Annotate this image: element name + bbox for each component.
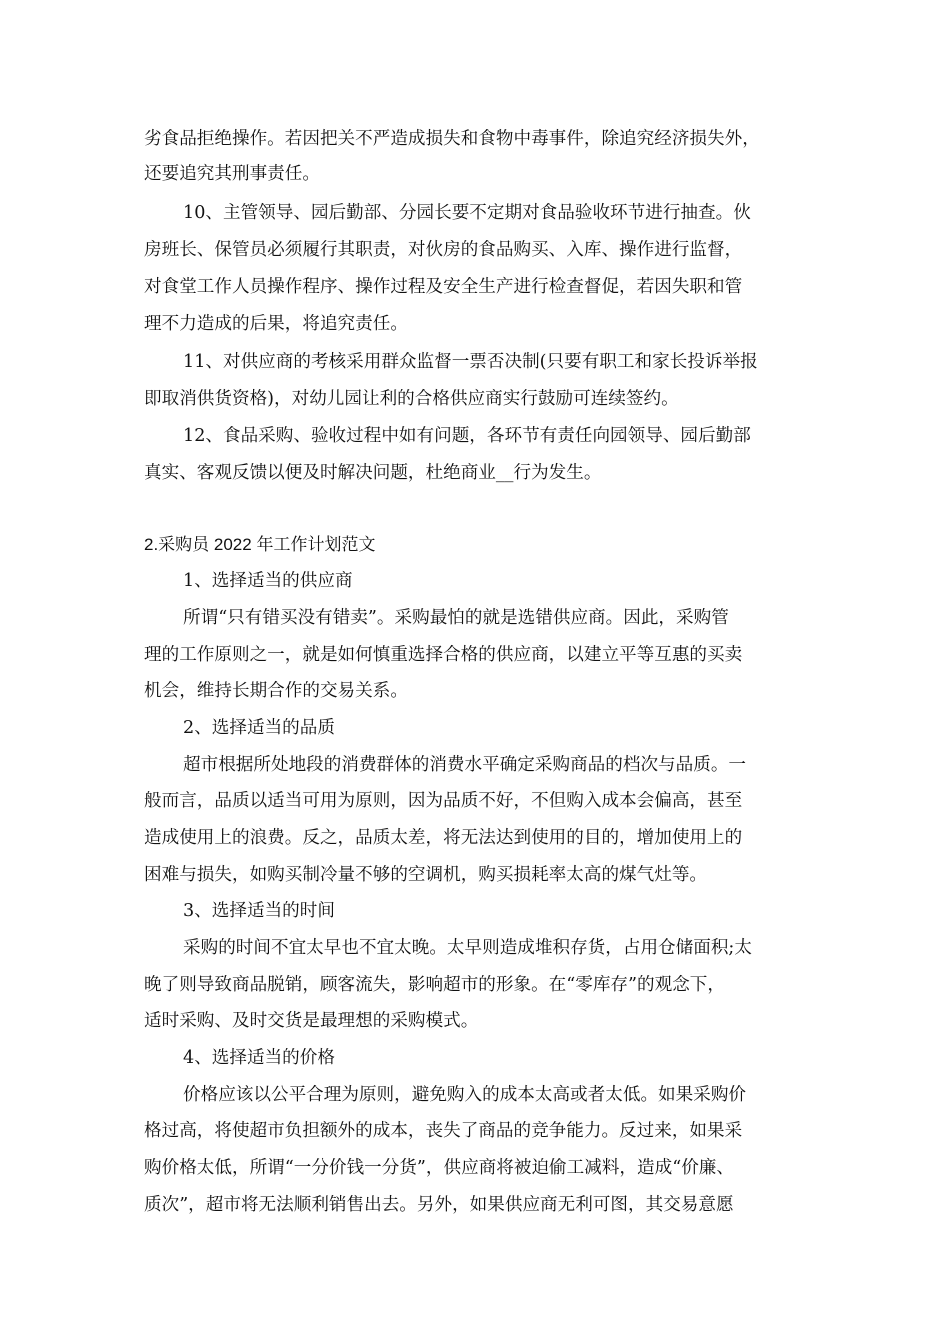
text-line: 购价格太低，所谓“一分价钱一分货”，供应商将被迫偷工减料，造成“价廉、: [144, 1158, 734, 1178]
text-line: 理不力造成的后果，将追究责任。: [144, 314, 408, 334]
text-line: 困难与损失，如购买制冷量不够的空调机，购买损耗率太高的煤气灶等。: [144, 865, 708, 885]
item-title: 2、选择适当的品质: [183, 718, 335, 738]
text-line: 所谓“只有错买没有错卖”。采购最怕的就是选错供应商。因此，采购管: [183, 608, 729, 628]
text-line: 10、主管领导、园后勤部、分园长要不定期对食品验收环节进行抽查。伙: [183, 203, 751, 223]
text-line: 机会，维持长期合作的交易关系。: [144, 681, 408, 701]
text-line: 质次”，超市将无法顺利销售出去。另外，如果供应商无利可图，其交易意愿: [144, 1195, 734, 1215]
text-line: 造成使用上的浪费。反之，品质太差，将无法达到使用的目的，增加使用上的: [144, 828, 743, 848]
text-line: 晚了则导致商品脱销，顾客流失，影响超市的形象。在“零库存”的观念下，: [144, 975, 725, 995]
text-line: 格过高，将使超市负担额外的成本，丧失了商品的竞争能力。反过来，如果采: [144, 1121, 743, 1141]
text-line: 房班长、保管员必须履行其职责，对伙房的食品购买、入库、操作进行监督，: [144, 240, 743, 260]
text-line: 11、对供应商的考核采用群众监督一票否决制(只要有职工和家长投诉举报: [183, 352, 758, 372]
text-line: 采购的时间不宜太早也不宜太晚。太早则造成堆积存货，占用仓储面积;太: [183, 938, 752, 958]
item-title: 3、选择适当的时间: [183, 901, 335, 921]
text-line: 般而言，品质以适当可用为原则，因为品质不好，不但购入成本会偏高，甚至: [144, 791, 743, 811]
item-title: 4、选择适当的价格: [183, 1048, 335, 1068]
section-heading: 2.采购员 2022 年工作计划范文: [144, 535, 376, 554]
text-line: 劣食品拒绝操作。若因把关不严造成损失和食物中毒事件，除追究经济损失外，: [144, 129, 760, 149]
text-line: 即取消供货资格)，对幼儿园让利的合格供应商实行鼓励可连续签约。: [144, 389, 679, 409]
text-line: 超市根据所处地段的消费群体的消费水平确定采购商品的档次与品质。一: [183, 755, 747, 775]
text-line: 12、食品采购、验收过程中如有问题，各环节有责任向园领导、园后勤部: [183, 426, 751, 446]
text-line: 对食堂工作人员操作程序、操作过程及安全生产进行检查督促，若因失职和管: [144, 277, 743, 297]
text-line: 适时采购、及时交货是最理想的采购模式。: [144, 1011, 479, 1031]
text-line: 真实、客观反馈以便及时解决问题，杜绝商业__行为发生。: [144, 463, 602, 483]
item-title: 1、选择适当的供应商: [183, 571, 353, 591]
text-line: 价格应该以公平合理为原则，避免购入的成本太高或者太低。如果采购价: [183, 1085, 747, 1105]
text-line: 还要追究其刑事责任。: [144, 164, 320, 184]
text-line: 理的工作原则之一，就是如何慎重选择合格的供应商，以建立平等互惠的买卖: [144, 645, 743, 665]
